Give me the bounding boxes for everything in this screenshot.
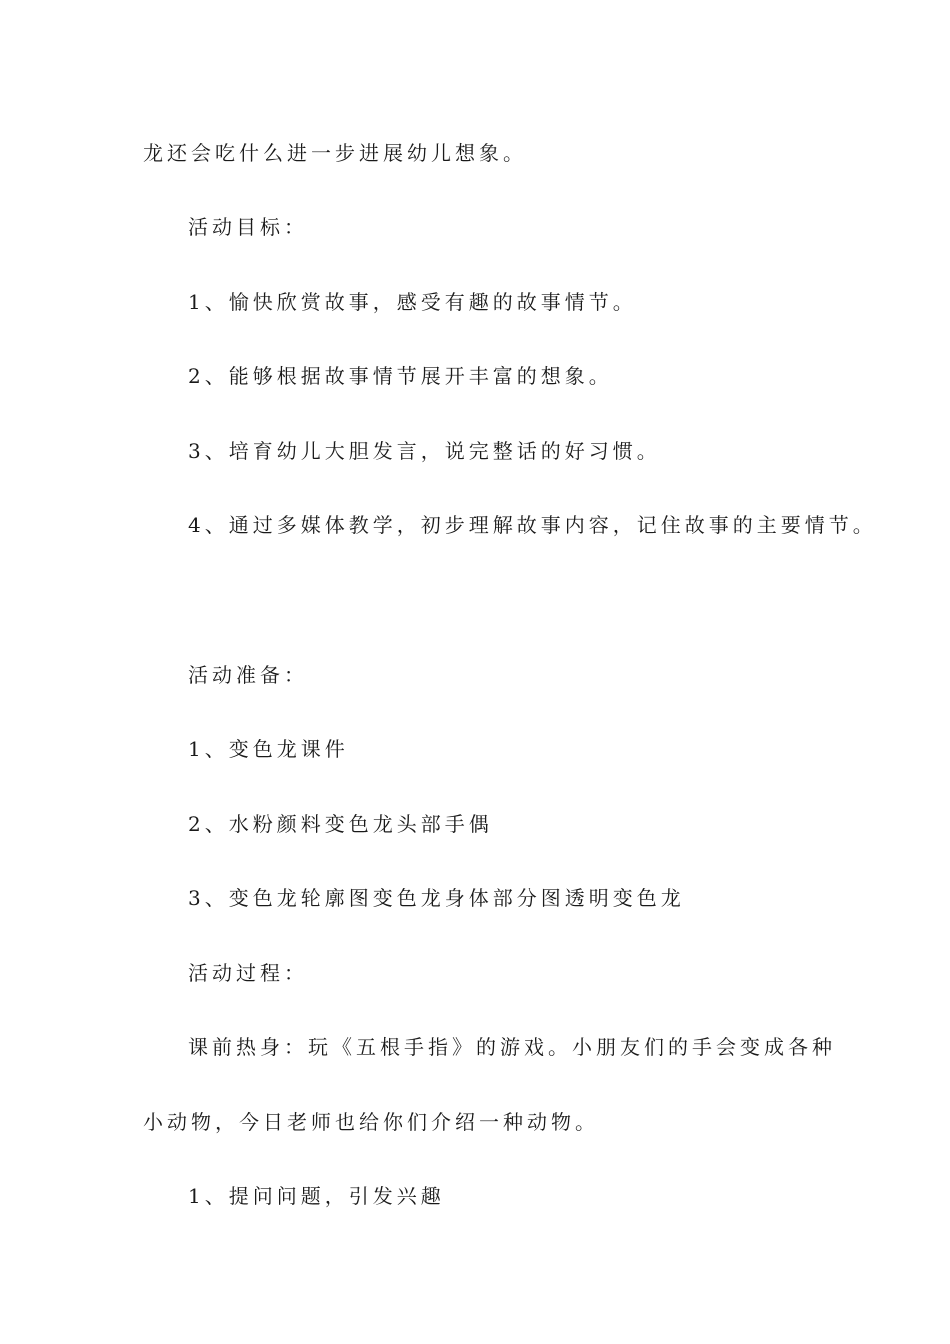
preparation-item-1: 1、变色龙课件 [188,737,349,761]
heading-activity-preparation: 活动准备： [188,663,308,687]
heading-activity-goals: 活动目标： [188,215,308,239]
heading-activity-process: 活动过程： [188,961,308,985]
process-step-1: 1、提问问题，引发兴趣 [188,1184,445,1208]
goal-item-1: 1、愉快欣赏故事，感受有趣的故事情节。 [188,290,637,314]
goal-item-2: 2、能够根据故事情节展开丰富的想象。 [188,364,613,388]
process-warmup-line-2: 小动物，今日老师也给你们介绍一种动物。 [143,1110,599,1134]
preparation-item-3: 3、变色龙轮廓图变色龙身体部分图透明变色龙 [188,886,685,910]
process-warmup-line-1: 课前热身：玩《五根手指》的游戏。小朋友们的手会变成各种 [188,1035,836,1059]
paragraph-continuation: 龙还会吃什么进一步进展幼儿想象。 [143,141,527,165]
goal-item-3: 3、培育幼儿大胆发言，说完整话的好习惯。 [188,439,661,463]
goal-item-4: 4、通过多媒体教学，初步理解故事内容，记住故事的主要情节。 [188,513,877,537]
preparation-item-2: 2、水粉颜料变色龙头部手偶 [188,812,493,836]
